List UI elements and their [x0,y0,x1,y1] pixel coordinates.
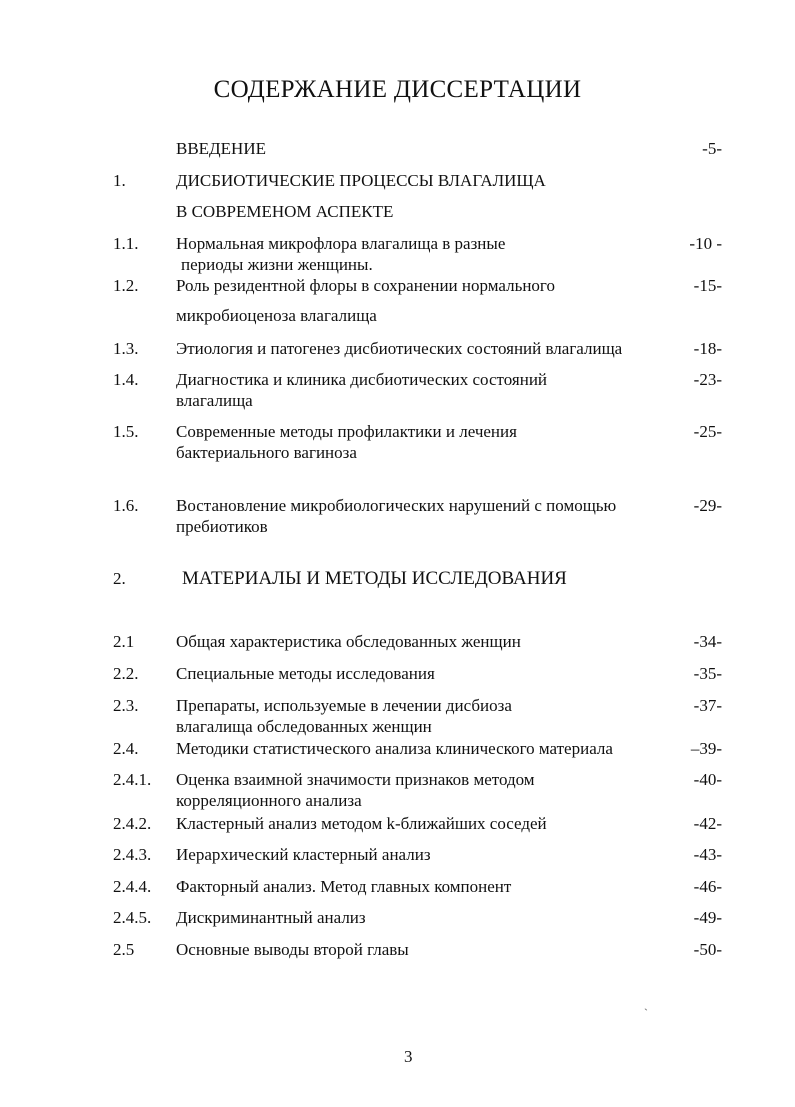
toc-entry-title-line: Кластерный анализ методом k-ближайших соседей [176,814,547,833]
toc-entry-page: -49- [693,908,722,927]
toc-entry-title [176,338,622,359]
toc-entry-title-line: Дискриминантный анализ [176,908,366,927]
toc-entry-number: 1.1. [113,234,139,253]
toc-entry-number: 1.2. [113,276,139,295]
toc-entry-number: 2.1 [113,632,135,651]
toc-entry-title [176,201,393,222]
toc-entry-title [182,568,567,589]
toc-entry-number: 2. [113,569,126,588]
toc-entry-title [176,769,535,811]
toc-entry-page: -50- [693,940,722,959]
toc-entry-title [176,421,517,463]
toc-entry-title-line: Специальные методы исследования [176,664,435,683]
toc-entry-title-line: влагалища [176,391,253,410]
toc-entry-number: 1.6. [113,496,139,515]
toc-entry-page: -23- [693,370,722,389]
toc-entry-number: 2.2. [113,664,139,683]
toc-entry-page: -29- [693,496,722,515]
toc-entry-page: -15- [693,276,722,295]
toc-entry-page: -35- [693,664,722,683]
toc-entry-page: -43- [693,845,722,864]
toc-entry-page: -25- [693,422,722,441]
toc-entry-title [176,170,546,191]
toc-entry-title-line: микробиоценоза влагалища [176,306,377,325]
toc-entry-number: 2.3. [113,696,139,715]
toc-entry-number: 2.4. [113,739,139,758]
toc-entry-title [176,631,521,652]
toc-entry-title-line: Роль резидентной флоры в сохранении нормального [176,276,555,295]
toc-entry-title [176,907,366,928]
toc-entry-title [176,876,511,897]
toc-entry-number: 1.4. [113,370,139,389]
toc-entry-page: -5- [702,139,722,158]
toc-entry-title-line: бактериального вагиноза [176,443,357,462]
toc-entry-title-line: Факторный анализ. Метод главных компонент [176,877,512,896]
toc-entry-page: -42- [693,814,722,833]
toc-entry-title [176,844,431,865]
toc-entry-title [176,233,505,275]
toc-entry-title-line: корреляционного анализа [176,791,362,810]
scan-mark: ` [644,1006,648,1020]
toc-entry-title [176,275,555,296]
toc-entry-title-line: Препараты, используемые в лечении дисбиоза [176,696,512,715]
toc-entry-title [176,369,547,411]
toc-entry-page: -37- [693,696,722,715]
toc-entry-title-line: Основные выводы второй главы [176,940,409,959]
toc-entry-number: 2.4.2. [113,814,152,833]
toc-entry-title-line: пребиотиков [176,517,268,536]
toc-entry-title [176,738,613,759]
toc-entry-title-line: Методики статистического анализа клинического материала [176,739,613,758]
toc-entry-number: 2.4.1. [113,770,152,789]
toc-entry-title-line: МАТЕРИАЛЫ И МЕТОДЫ ИССЛЕДОВАНИЯ [182,568,567,589]
toc-entry-number: 2.4.4. [113,877,152,896]
toc-entry-title [176,305,377,326]
toc-entry-number: 1.3. [113,339,139,358]
toc-entry-number: 1. [113,171,126,190]
toc-entry-title-line: Современные методы профилактики и лечения [176,422,517,441]
toc-entry-title-line: Иерархический кластерный анализ [176,845,431,864]
toc-entry-title-line: Оценка взаимной значимости признаков методом [176,770,535,789]
toc-entry-title [176,813,547,834]
toc-entry-title-line: ВВЕДЕНИЕ [176,139,266,158]
toc-entry-title-line: Нормальная микрофлора влагалища в разные [176,234,506,253]
page-number: 3 [404,1047,413,1066]
toc-entry-number: 2.4.3. [113,845,152,864]
toc-entry-title-line: периоды жизни женщины. [181,255,373,274]
toc-entry-title-line: Диагностика и клиника дисбиотических состояний [176,370,548,389]
toc-entry-title [176,138,266,159]
toc-entry-title-line: Востановление микробиологических нарушений с помощью [176,496,617,515]
toc-entry-title [176,663,435,684]
page-title: СОДЕРЖАНИЕ ДИССЕРТАЦИИ [213,76,582,103]
toc-entry-title [176,495,616,537]
toc-entry-number: 2.4.5. [113,908,152,927]
toc-entry-page: –39- [690,739,722,758]
toc-entry-title [176,695,512,737]
toc-entry-number: 2.5 [113,940,135,959]
toc-entry-page: -34- [693,632,722,651]
toc-entry-page: -40- [693,770,722,789]
toc-entry-number: 1.5. [113,422,139,441]
toc-entry-page: -46- [693,877,722,896]
toc-entry-title-line: влагалища обследованных женщин [176,717,432,736]
toc-entry-title-line: Этиология и патогенез дисбиотических состояний влагалища [176,339,623,358]
toc-entry-title-line: В СОВРЕМЕНОМ АСПЕКТЕ [176,202,394,221]
toc-entry-title-line: Общая характеристика обследованных женщин [176,632,521,651]
toc-entry-title [176,939,409,960]
toc-entry-page: -18- [693,339,722,358]
toc-entry-title-line: ДИСБИОТИЧЕСКИЕ ПРОЦЕССЫ ВЛАГАЛИЩА [176,171,546,190]
toc-entry-page: -10 - [689,234,722,253]
